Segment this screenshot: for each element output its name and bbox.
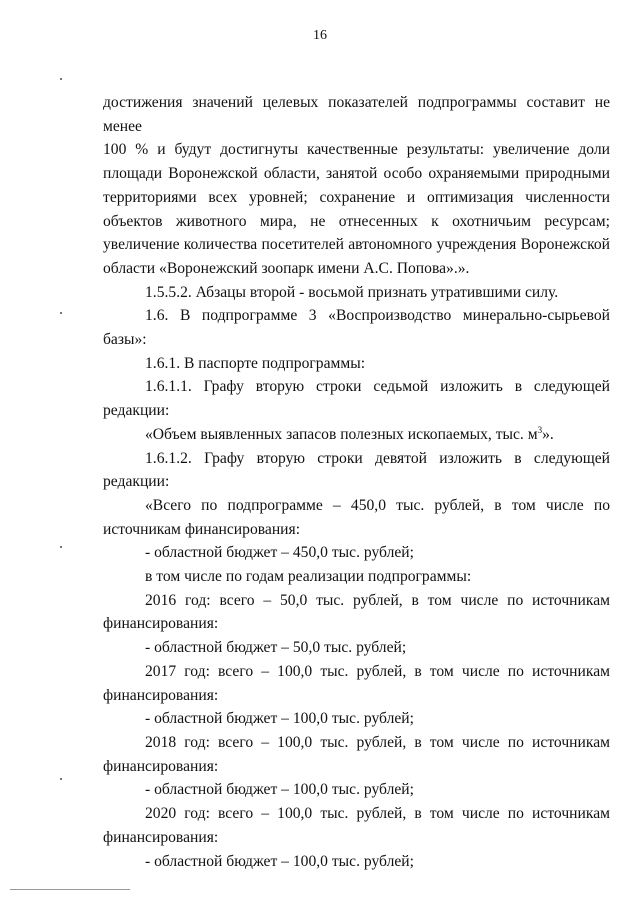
paragraph <box>103 423 610 447</box>
text-line: редакции: <box>103 402 170 420</box>
page-number: 16 <box>313 28 327 43</box>
text-line: финансирования: <box>103 757 219 775</box>
margin-mark <box>60 78 62 80</box>
text-line: финансирования: <box>103 686 219 704</box>
text-line: 2018 год: всего – 100,0 тыс. рублей, в том числе по источникам <box>145 733 610 751</box>
paragraph: в том числе по годам реализации подпрограммы: <box>145 568 472 586</box>
text-line: 2017 год: всего – 100,0 тыс. рублей, в том числе по источникам <box>145 662 610 680</box>
text-line: «Всего по подпрограмме – 450,0 тыс. рублей, в том числе по <box>145 496 610 514</box>
text-line: площади Воронежской области, занятой особо охраняемыми природными <box>103 165 610 183</box>
paragraph: - областной бюджет – 100,0 тыс. рублей; <box>145 710 414 728</box>
margin-mark <box>60 312 62 314</box>
paragraph: 1.6.1. В паспорте подпрограммы: <box>145 354 366 372</box>
text-run: ». <box>542 425 554 443</box>
text-line: 2020 год: всего – 100,0 тыс. рублей, в том числе по источникам <box>145 805 610 823</box>
paragraph: - областной бюджет – 50,0 тыс. рублей; <box>145 639 407 657</box>
paragraph: - областной бюджет – 450,0 тыс. рублей; <box>145 544 414 562</box>
paragraph: 1.5.5.2. Абзацы второй - восьмой признать утратившими силу. <box>145 283 559 301</box>
text-line: 1.6.1.1. Графу вторую строки седьмой изложить в следующей <box>145 378 610 396</box>
text-line: 1.6. В подпрограмме 3 «Воспроизводство минерально-сырьевой <box>145 307 610 325</box>
paragraph <box>103 375 610 422</box>
text-line: территориями всех уровней; сохранение и оптимизация численности <box>103 188 610 206</box>
text-line: 100 % и будут достигнуты качественные результаты: увеличение доли <box>103 141 610 159</box>
text-line: финансирования: <box>103 615 219 633</box>
text-line: области «Воронежский зоопарк имени А.С. Попова».». <box>103 259 470 277</box>
footnote-rule <box>10 889 130 890</box>
paragraph <box>103 731 610 778</box>
margin-mark <box>60 546 62 548</box>
margin-mark <box>60 778 62 780</box>
paragraph <box>103 91 610 281</box>
superscript: 3 <box>537 424 543 435</box>
text-line: объектов животного мира, не отнесенных к охотничьим ресурсам; <box>103 212 610 230</box>
text-line: финансирования: <box>103 828 219 846</box>
paragraph <box>103 494 610 541</box>
text-line: увеличение количества посетителей автономного учреждения Воронежской <box>103 236 610 254</box>
paragraph: - областной бюджет – 100,0 тыс. рублей; <box>145 781 414 799</box>
paragraph: 1.6.1.2. Графу вторую строки девятой изложить в следующей редакции: <box>103 449 610 491</box>
text-line: базы»: <box>103 331 147 349</box>
document-body <box>103 91 610 873</box>
text-line: достижения значений целевых показателей подпрограммы составит не менее <box>103 94 610 135</box>
paragraph <box>103 589 610 636</box>
text-line: 2016 год: всего – 50,0 тыс. рублей, в том числе по источникам <box>145 591 610 609</box>
text-line: источникам финансирования: <box>103 520 301 538</box>
paragraph <box>103 304 610 351</box>
paragraph <box>103 802 610 849</box>
text-run: «Объем выявленных запасов полезных ископаемых, тыс. м <box>145 425 538 443</box>
paragraph <box>103 660 610 707</box>
paragraph: - областной бюджет – 100,0 тыс. рублей; <box>145 852 414 870</box>
